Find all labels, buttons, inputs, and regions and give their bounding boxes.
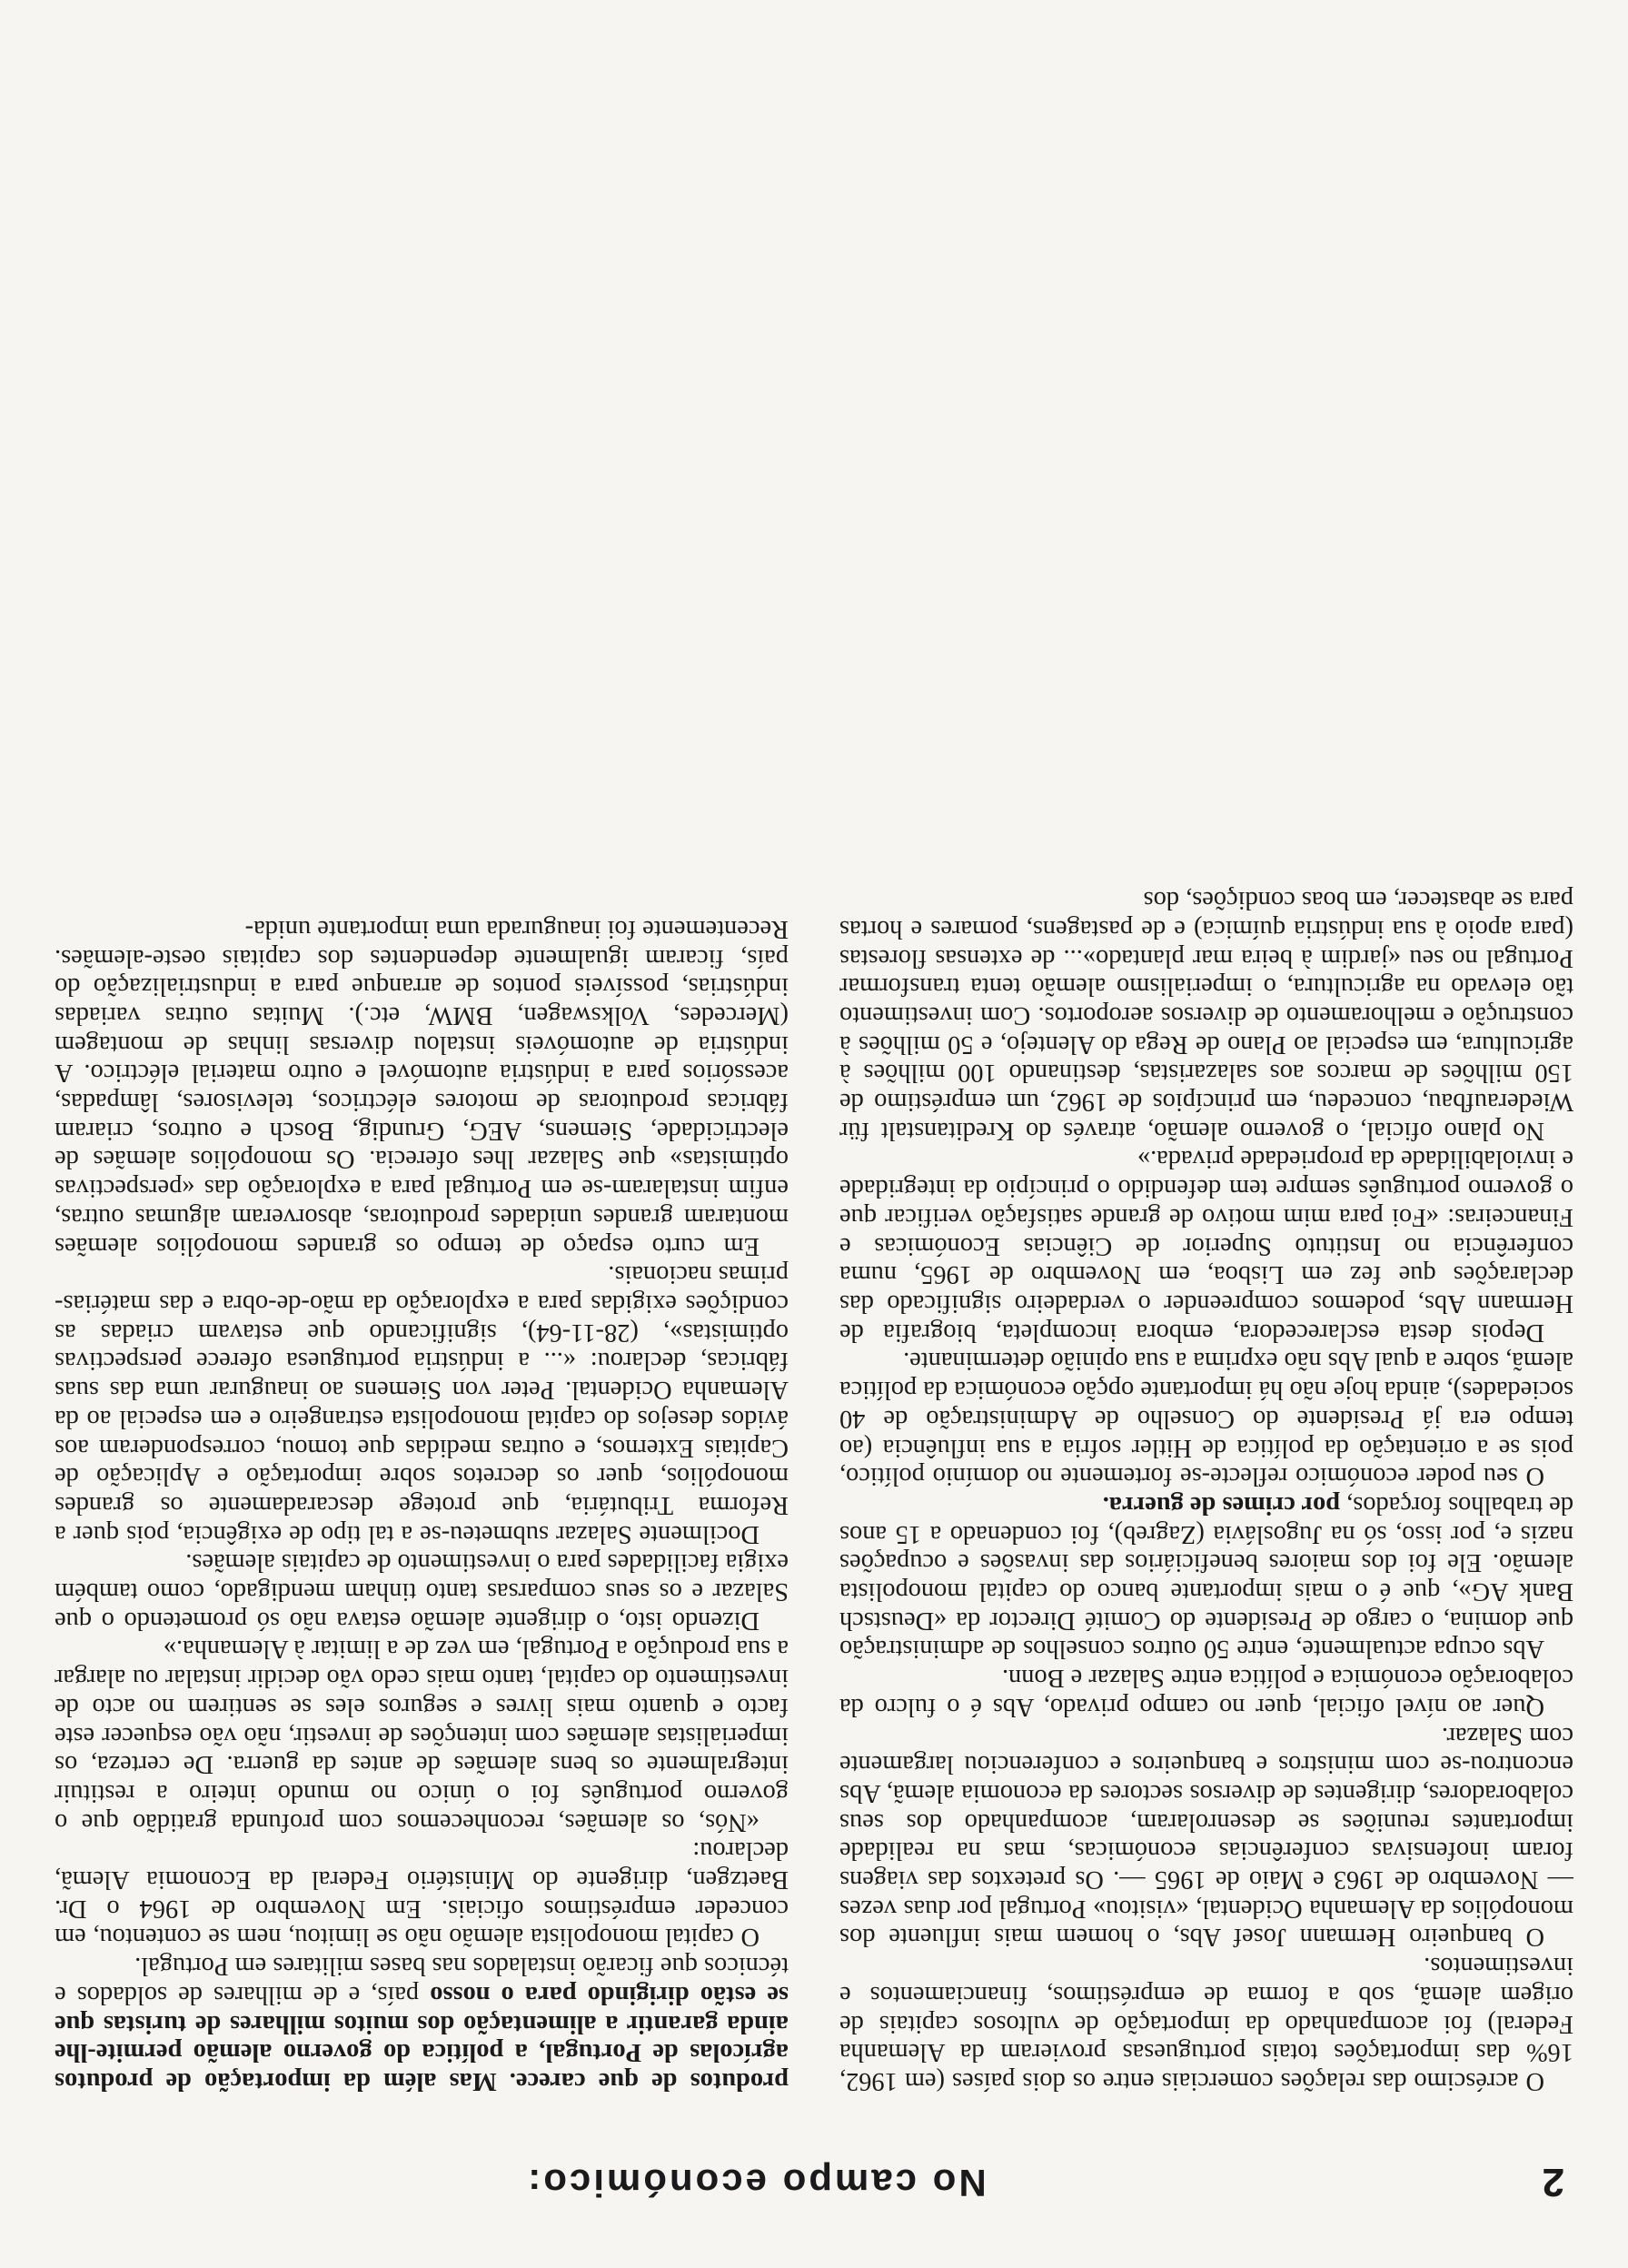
paragraph-text: país, e de milhares de soldados e técnicos que ficarão instalados nas bases militares em Portugal.: [55, 1952, 789, 2009]
paragraph: «Nós, os alemães, reconhecemos com profunda gratidão que o governo português foi o único no mundo inteiro a restituir integralmente os bens alemães de antes da guerra. De certeza, os imperialistas alemães com intenções de investir, não vão esquecer este facto e quanto mais livres e seguros eles se sentirem no acto de investimento do capital, tanto mais cedo vão decidir instalar ou alargar a sua produção a Portugal, em vez de a limitar à Alemanha.»: [55, 1635, 789, 1836]
text-columns: [55, 51, 1573, 2095]
page-number: 2: [1542, 2160, 1564, 2204]
page-header: [0, 2123, 1628, 2204]
bold-text: por crimes de guerra.: [1102, 1490, 1340, 1519]
right-column: [55, 51, 789, 2095]
paragraph: [839, 1490, 1573, 1663]
paragraph: Em curto espaço de tempo os grandes monopólios alemães montaram grandes unidades produtoras, absorveram algumas outras, enfim instalaram-se em Portugal para a exploração das «perspectivas optimistas» que Salazar lhes oferecia. Os monopólios alemães de electricidade, Siemens, AEG, Grundig, Bosch e outros, criaram fábricas produtoras de motores eléctricos, televisores, lâmpadas, acessórios para a indústria automóvel e outro material eléctrico. A indústria de automóveis instalou diversas linhas de montagem (Mercedes, Volkswagen, BMW, etc.). Muitas outras variadas indústrias, possíveis pontos de arranque para a industrialização do país, ficaram igualmente dependentes dos capitais oeste-alemães. Recentemente foi inaugurada uma importante unida-: [55, 914, 789, 1260]
paragraph: O acréscimo das relações comerciais entre os dois países (em 1962, 16% das importações totais portuguesas provieram da Alemanha Federal) foi acompanhado da importação de vultosos capitais de origem alemã, sob a forma de empréstimos, financiamentos e investimentos.: [839, 1952, 1573, 2095]
bold-text: produtos de que carece. Mas além da importação de produtos agrícolas de Portugal, a política do governo alemão permite-lhe ainda garantir a alimentação dos muitos milhares de turistas que se estão dirigindo para o nosso: [55, 1980, 789, 2095]
paragraph: O banqueiro Hermann Josef Abs, o homem mais influente dos monopólios da Alemanha Ocidental, «visitou» Portugal por duas vezes — Novembro de 1963 e Maio de 1965 —. Os pretextos das viagens foram inofensivas conferências económicas, mas na realidade importantes reuniões se desenrolaram, acompanhado dos seus colaboradores, dirigentes de diversos sectores da economia alemã, Abs encontrou-se com ministros e banqueiros e conferenciou largamente com Salazar.: [839, 1721, 1573, 1952]
paragraph: Docilmente Salazar submeteu-se a tal tipo de exigência, pois quer a Reforma Tributária, que protege descaradamente os grandes monopólios, quer os decretos sobre importação e Aplicação de Capitais Externos, e outras medidas que tomou, corresponderam aos ávidos desejos do capital monopolista estrangeiro e em especial ao da Alemanha Ocidental. Peter von Siemens ao inaugurar uma das suas fábricas, declarou: «... a indústria portuguesa oferece perspectivas optimistas», (28-11-64), significando que estavam criadas as condições exigidas para a exploração da mão-de-obra e das matérias-primas nacionais.: [55, 1260, 789, 1548]
paragraph: No plano oficial, o governo alemão, através do Kreditanstalt für Wiederaufbau, concedeu, em princípios de 1962, um empréstimo de 150 milhões de marcos aos salazaristas, destinando 100 milhões à agricultura, em especial ao Plano de Rega do Alentejo, e 50 milhões à construção e melhoramento de diversos aeroportos. Com investimento tão elevado na agricultura, o imperialismo alemão tenta transformar Portugal no seu «jardim à beira mar plantado»... de extensas florestas (para apoio à sua indústria química) e de pastagens, pomares e hortas para se abastecer, em boas condições, dos: [839, 886, 1573, 1145]
paragraph: Quer ao nível oficial, quer no campo privado, Abs é o fulcro da colaboração económica e política entre Salazar e Bonn.: [839, 1664, 1573, 1721]
paragraph: Dizendo isto, o dirigente alemão estava não só prometendo o que Salazar e os seus comparsas tanto tinham mendigado, como também exigia facilidades para o investimento de capitais alemães.: [55, 1548, 789, 1635]
paragraph: O seu poder económico reflecte-se fortemente no domínio político, pois se a orientação da política de Hitler sofria a sua influência (ao tempo era já Presidente do Conselho de Administração de 40 sociedades), ainda hoje não há importante opção económica da política alemã, sobre a qual Abs não exprima a sua opinião determinante.: [839, 1347, 1573, 1491]
paragraph: O capital monopolista alemão não se limitou, nem se contentou, em conceder empréstimos oficiais. Em Novembro de 1964 o Dr. Baetzgen, dirigente do Ministério Federal da Economia Alemã, declarou:: [55, 1836, 789, 1952]
paragraph: [55, 1951, 789, 2095]
section-title: No campo económico:: [525, 2162, 987, 2204]
left-column: [839, 51, 1573, 2095]
paragraph: Depois desta esclarecedora, embora incompleta, biografia de Hermann Abs, podemos compreender o verdadeiro significado das declarações que fez em Lisboa, em Novembro de 1965, numa conferência no Instituto Superior de Ciências Económicas e Financeiras: «Foi para mim motivo de grande satisfação verificar que o governo português sempre tem defendido o princípio da integridade e inviolabilidade da propriedade privada.»: [839, 1145, 1573, 1347]
paragraph-text: Abs ocupa actualmente, entre 50 outros conselhos de administração que domina, o cargo de Presidente do Comité Director da «Deustsch Bank AG», que é o mais importante banco do capital monopolista alemão. Ele foi dos maiores beneficiários das invasões e ocupações nazis e, por isso, só na Jugoslávia (Zagreb), foi condenado a 15 anos de trabalhos forçados,: [839, 1490, 1573, 1664]
